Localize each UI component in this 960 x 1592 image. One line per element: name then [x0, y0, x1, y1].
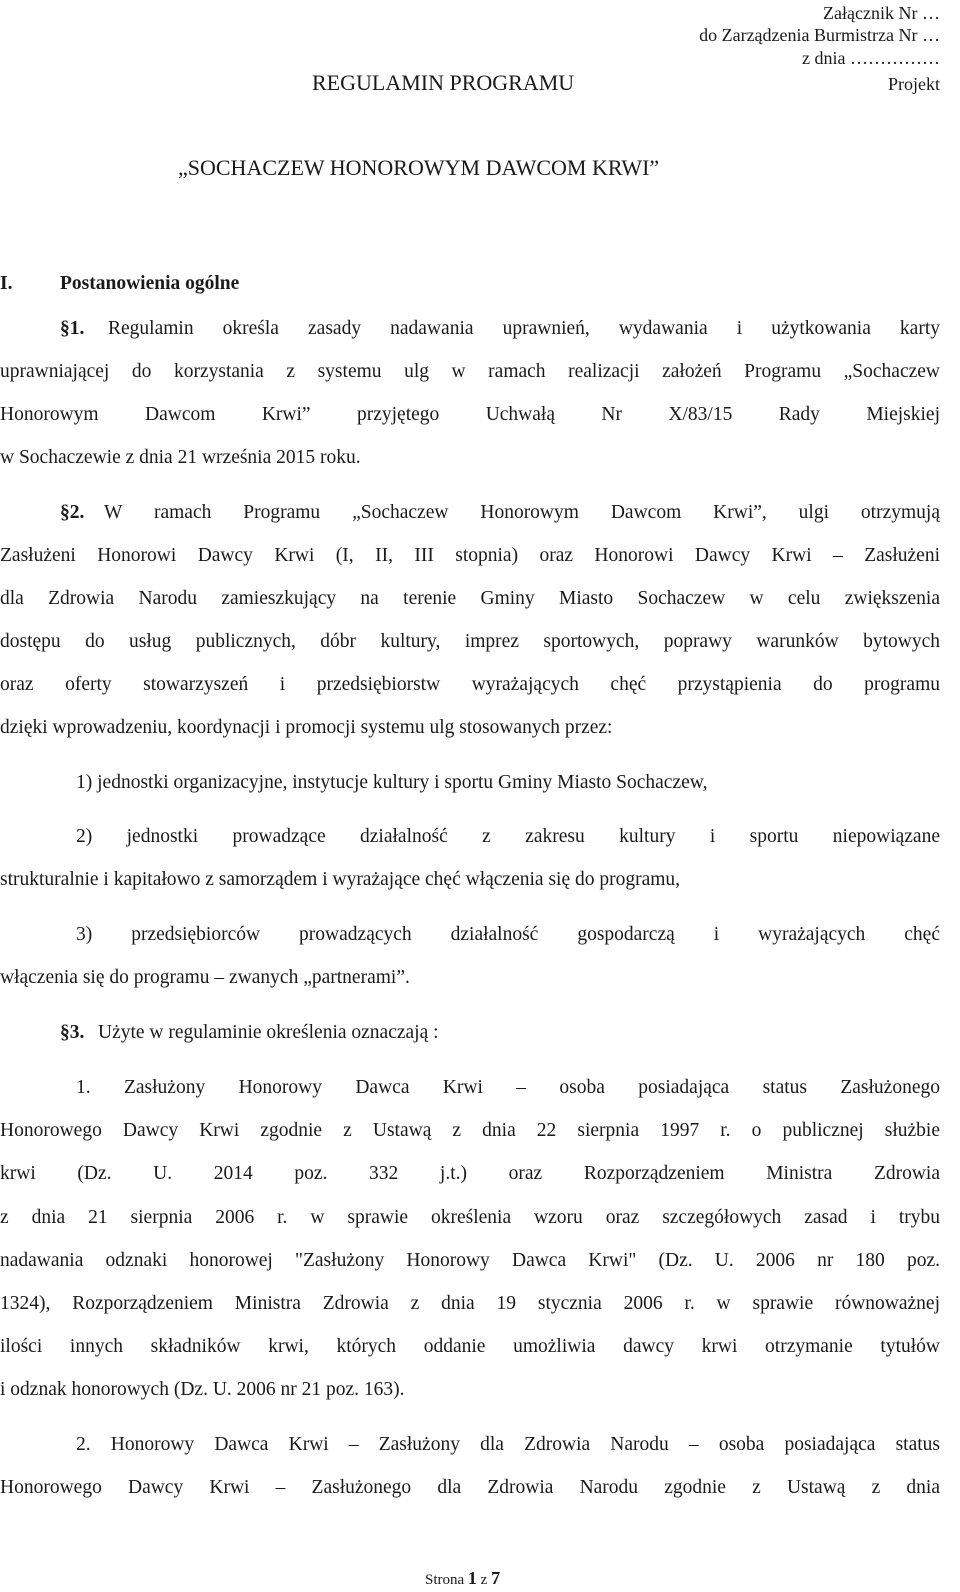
definition-2-line: 2. Honorowy Dawca Krwi – Zasłużony dla Zdrowia Narodu – osoba posiadająca status — [76, 1434, 940, 1455]
definition-1-line: z dnia 21 sierpnia 2006 r. w sprawie określenia wzoru oraz szczegółowych zasad i trybu — [0, 1207, 940, 1228]
definition-1-line: Honorowego Dawcy Krwi zgodnie z Ustawą z dnia 22 sierpnia 1997 r. o publicznej służbie — [0, 1120, 940, 1141]
list-item: 1) jednostki organizacyjne, instytucje kultury i sportu Gminy Miasto Sochaczew, — [76, 772, 708, 793]
paragraph-2-line: oraz oferty stowarzyszeń i przedsiębiorstw wyrażających chęć przystąpienia do programu — [0, 674, 940, 695]
paragraph-2-mark: §2. — [60, 502, 85, 523]
program-name: „SOCHACZEW HONOROWYM DAWCOM KRWI” — [178, 155, 660, 180]
paragraph-2-line: dla Zdrowia Narodu zamieszkujący na terenie Gminy Miasto Sochaczew w celu zwiększenia — [0, 588, 940, 609]
paragraph-3-mark: §3. — [60, 1022, 85, 1043]
definition-1-line: ilości innych składników krwi, których oddanie umożliwia dawcy krwi otrzymanie tytułów — [0, 1336, 940, 1357]
order-date: z dnia …………… — [802, 48, 940, 68]
paragraph-1-line: Honorowym Dawcom Krwi” przyjętego Uchwałą Nr X/83/15 Rady Miejskiej — [0, 404, 940, 425]
paragraph-1-line: Regulamin określa zasady nadawania uprawnień, wydawania i użytkowania karty — [108, 318, 940, 339]
paragraph-1-line: uprawniającej do korzystania z systemu ulg w ramach realizacji założeń Programu „Sochaczew — [0, 361, 940, 382]
paragraph-2-line: W ramach Programu „Sochaczew Honorowym Dawcom Krwi”, ulgi otrzymują — [104, 502, 940, 523]
section-number: I. — [0, 273, 13, 294]
paragraph-1-mark: §1. — [60, 318, 85, 339]
paragraph-2-line: Zasłużeni Honorowi Dawcy Krwi (I, II, III stopnia) oraz Honorowi Dawcy Krwi – Zasłużeni — [0, 545, 940, 566]
page-current: 1 — [467, 1568, 477, 1588]
page-total: 7 — [491, 1568, 501, 1588]
order-reference: do Zarządzenia Burmistrza Nr … — [699, 25, 940, 45]
definition-1-line: 1. Zasłużony Honorowy Dawca Krwi – osoba posiadająca status Zasłużonego — [76, 1077, 940, 1098]
definition-1-line: krwi (Dz. U. 2014 poz. 332 j.t.) oraz Rozporządzeniem Ministra Zdrowia — [0, 1163, 940, 1184]
section-heading: Postanowienia ogólne — [60, 273, 240, 294]
paragraph-3-heading: Użyte w regulaminie określenia oznaczają : — [98, 1022, 439, 1043]
definition-1-line: nadawania odznaki honorowej "Zasłużony Honorowy Dawca Krwi" (Dz. U. 2006 nr 180 poz. — [0, 1250, 940, 1271]
draft-status: Projekt — [888, 74, 940, 94]
page-number — [425, 1569, 500, 1589]
paragraph-2-line: dzięki wprowadzeniu, koordynacji i promocji systemu ulg stosowanych przez: — [0, 717, 613, 738]
page-of: z — [480, 1572, 488, 1588]
paragraph-1-line: w Sochaczewie z dnia 21 września 2015 roku. — [0, 447, 361, 468]
list-item: 2) jednostki prowadzące działalność z zakresu kultury i sportu niepowiązane — [76, 826, 940, 847]
definition-1-line: i odznak honorowych (Dz. U. 2006 nr 21 poz. 163). — [0, 1379, 405, 1400]
list-item-continuation: strukturalnie i kapitałowo z samorządem i wyrażające chęć włączenia się do programu, — [0, 869, 681, 890]
page-label: Strona — [425, 1572, 465, 1588]
definition-1-line: 1324), Rozporządzeniem Ministra Zdrowia z dnia 19 stycznia 2006 r. w sprawie równoważnej — [0, 1293, 940, 1314]
definition-2-line: Honorowego Dawcy Krwi – Zasłużonego dla Zdrowia Narodu zgodnie z Ustawą z dnia — [0, 1477, 940, 1498]
document-title: REGULAMIN PROGRAMU — [312, 70, 575, 95]
annex-number: Załącznik Nr … — [823, 3, 940, 23]
list-item: 3) przedsiębiorców prowadzących działalność gospodarczą i wyrażających chęć — [76, 924, 940, 945]
list-item-continuation: włączenia się do programu – zwanych „partnerami”. — [0, 967, 410, 988]
paragraph-2-line: dostępu do usług publicznych, dóbr kultury, imprez sportowych, poprawy warunków bytowych — [0, 631, 940, 652]
